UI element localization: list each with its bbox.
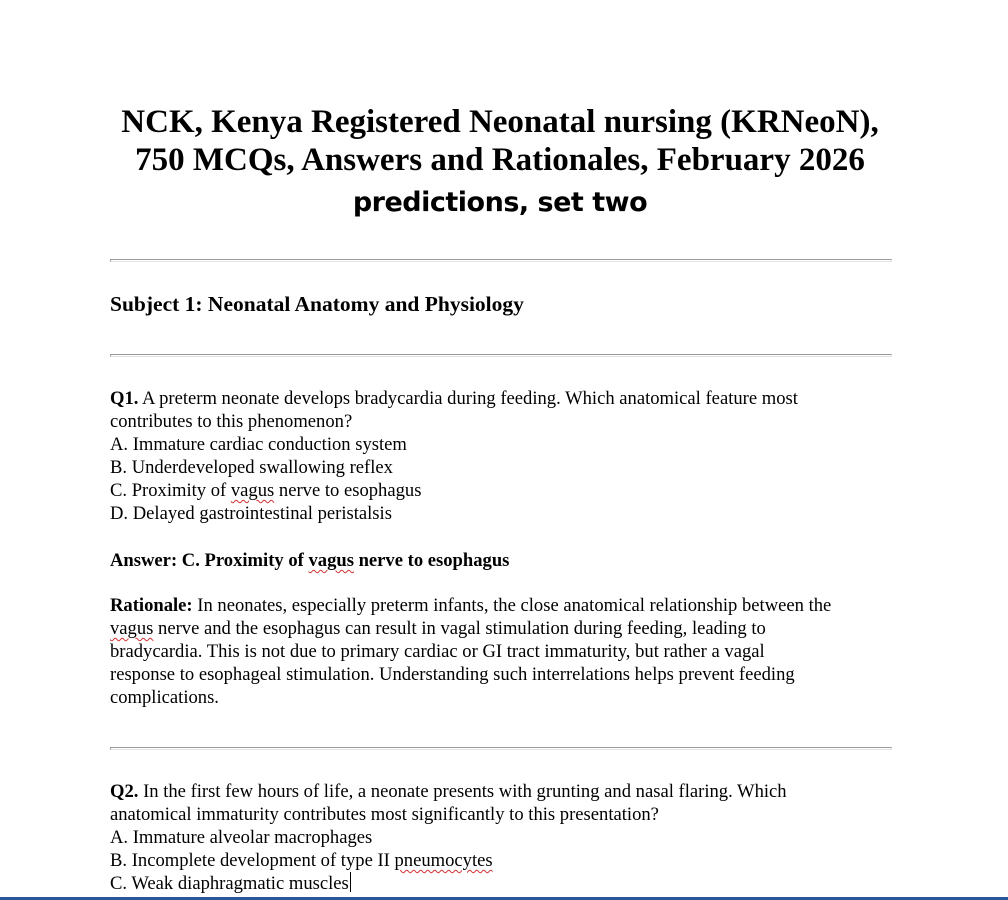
question-stem-continued: anatomical immaturity contributes most significantly to this presentation? [110,804,659,825]
subject-heading: Subject 1: Neonatal Anatomy and Physiology [110,292,524,316]
spellcheck-flagged-word[interactable]: pneumocytes [394,850,493,871]
option-c-text: C. Weak diaphragmatic muscles [110,873,349,894]
rationale-line: response to esophageal stimulation. Understanding such interrelations helps prevent feeding [110,664,795,685]
option-a: A. Immature cardiac conduction system [110,434,407,455]
question-stem-text: In the first few hours of life, a neonate presents with grunting and nasal flaring. Which [138,781,787,802]
option-b [110,849,900,872]
rationale [110,594,900,709]
horizontal-rule [110,747,892,750]
option-a: A. Immature alveolar macrophages [110,827,373,848]
rationale-label: Rationale: [110,595,193,616]
option-b: B. Underdeveloped swallowing reflex [110,457,393,478]
answer-line [110,549,509,572]
rationale-line [110,617,900,640]
question-stem-text: A preterm neonate develops bradycardia during feeding. Which anatomical feature most [138,388,798,409]
rationale-line: bradycardia. This is not due to primary cardiac or GI tract immaturity, but rather a vagal [110,641,765,662]
rationale-text: nerve and the esophagus can result in vagal stimulation during feeding, leading to [153,618,766,639]
spellcheck-flagged-word[interactable]: vagus [110,618,154,639]
document-title-line-3: predictions, set two [352,187,648,218]
question-label: Q2. [110,781,139,802]
option-c-text: nerve to esophagus [274,480,422,501]
answer-text: nerve to esophagus [353,550,510,571]
spellcheck-flagged-word[interactable]: vagus [230,480,275,501]
rationale-text: In neonates, especially preterm infants, the close anatomical relationship between the [192,595,832,616]
rationale-line: complications. [110,687,219,708]
answer-text: Answer: C. Proximity of [110,550,309,571]
option-c-text: C. Proximity of [110,480,231,501]
question-stem [110,387,900,410]
question-stem [110,780,900,803]
question-2 [110,780,900,895]
horizontal-rule [110,354,892,357]
option-c [110,479,900,502]
option-c[interactable] [110,872,900,895]
question-label: Q1. [110,388,139,409]
spellcheck-flagged-word[interactable]: vagus [308,550,354,571]
document-title-line-1: NCK, Kenya Registered Neonatal nursing (KRNeoN), [121,104,879,140]
horizontal-rule [110,259,892,262]
question-1 [110,387,900,525]
question-stem-continued: contributes to this phenomenon? [110,411,353,432]
option-b-text: B. Incomplete development of type II [110,850,395,871]
document-title-line-2: 750 MCQs, Answers and Rationales, February 2026 [135,142,865,178]
option-d: D. Delayed gastrointestinal peristalsis [110,503,392,524]
rationale-line [110,594,900,617]
text-cursor [350,872,351,892]
